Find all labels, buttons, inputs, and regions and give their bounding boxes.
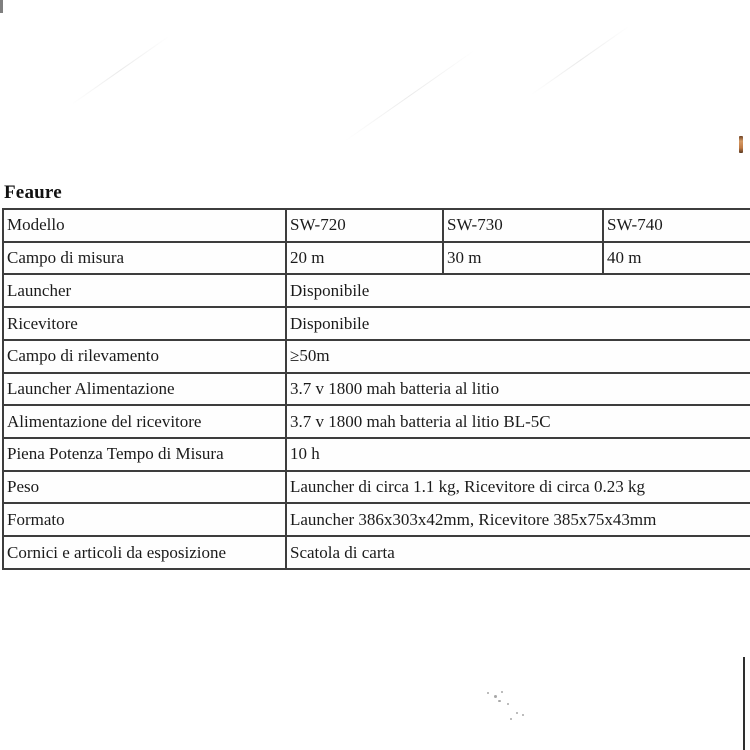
artifact-streak — [71, 36, 170, 106]
table-row-alimentazione-ricevitore — [3, 405, 750, 438]
spec-value: ≥50m — [286, 340, 750, 373]
page-title: Feaure — [4, 182, 62, 203]
spec-table — [2, 208, 750, 570]
artifact-top-left-tick — [0, 0, 3, 13]
artifact-speckle — [498, 700, 501, 702]
table-row-campo-di-misura — [3, 242, 750, 275]
spec-value: 3.7 v 1800 mah batteria al litio BL-5C — [286, 405, 750, 438]
spec-value: SW-740 — [603, 209, 750, 242]
spec-label: Campo di rilevamento — [3, 340, 286, 373]
artifact-speckle — [501, 691, 503, 693]
table-row-formato — [3, 503, 750, 536]
spec-label: Peso — [3, 471, 286, 504]
artifact-speckle — [510, 718, 512, 720]
table-row-modello — [3, 209, 750, 242]
spec-value: Launcher 386x303x42mm, Ricevitore 385x75x43mm — [286, 503, 750, 536]
spec-label: Piena Potenza Tempo di Misura — [3, 438, 286, 471]
spec-label: Modello — [3, 209, 286, 242]
table-row-campo-di-rilevamento — [3, 340, 750, 373]
artifact-speckle — [494, 695, 497, 698]
spec-label: Formato — [3, 503, 286, 536]
table-row-cornici — [3, 536, 750, 569]
spec-value: 10 h — [286, 438, 750, 471]
artifact-speckle — [522, 714, 524, 716]
spec-value: 20 m — [286, 242, 443, 275]
artifact-orange-sliver — [739, 136, 743, 153]
artifact-speckle — [516, 712, 518, 714]
artifact-streak — [344, 49, 476, 142]
table-row-piena-potenza — [3, 438, 750, 471]
spec-value: Launcher di circa 1.1 kg, Ricevitore di circa 0.23 kg — [286, 471, 750, 504]
artifact-bottom-right-line — [743, 657, 745, 750]
spec-value: SW-730 — [443, 209, 603, 242]
spec-label: Ricevitore — [3, 307, 286, 340]
spec-label: Launcher Alimentazione — [3, 373, 286, 406]
artifact-speckle — [507, 703, 509, 705]
spec-value: 40 m — [603, 242, 750, 275]
spec-label: Alimentazione del ricevitore — [3, 405, 286, 438]
spec-value: Scatola di carta — [286, 536, 750, 569]
spec-value: 3.7 v 1800 mah batteria al litio — [286, 373, 750, 406]
spec-value: 30 m — [443, 242, 603, 275]
spec-value: Disponibile — [286, 274, 750, 307]
spec-label: Cornici e articoli da esposizione — [3, 536, 286, 569]
spec-label: Campo di misura — [3, 242, 286, 275]
table-row-launcher-alimentazione — [3, 373, 750, 406]
table-row-ricevitore — [3, 307, 750, 340]
artifact-speckle — [487, 692, 489, 694]
table-row-launcher — [3, 274, 750, 307]
spec-value: SW-720 — [286, 209, 443, 242]
spec-label: Launcher — [3, 274, 286, 307]
artifact-streak — [531, 26, 630, 96]
spec-value: Disponibile — [286, 307, 750, 340]
table-row-peso — [3, 471, 750, 504]
